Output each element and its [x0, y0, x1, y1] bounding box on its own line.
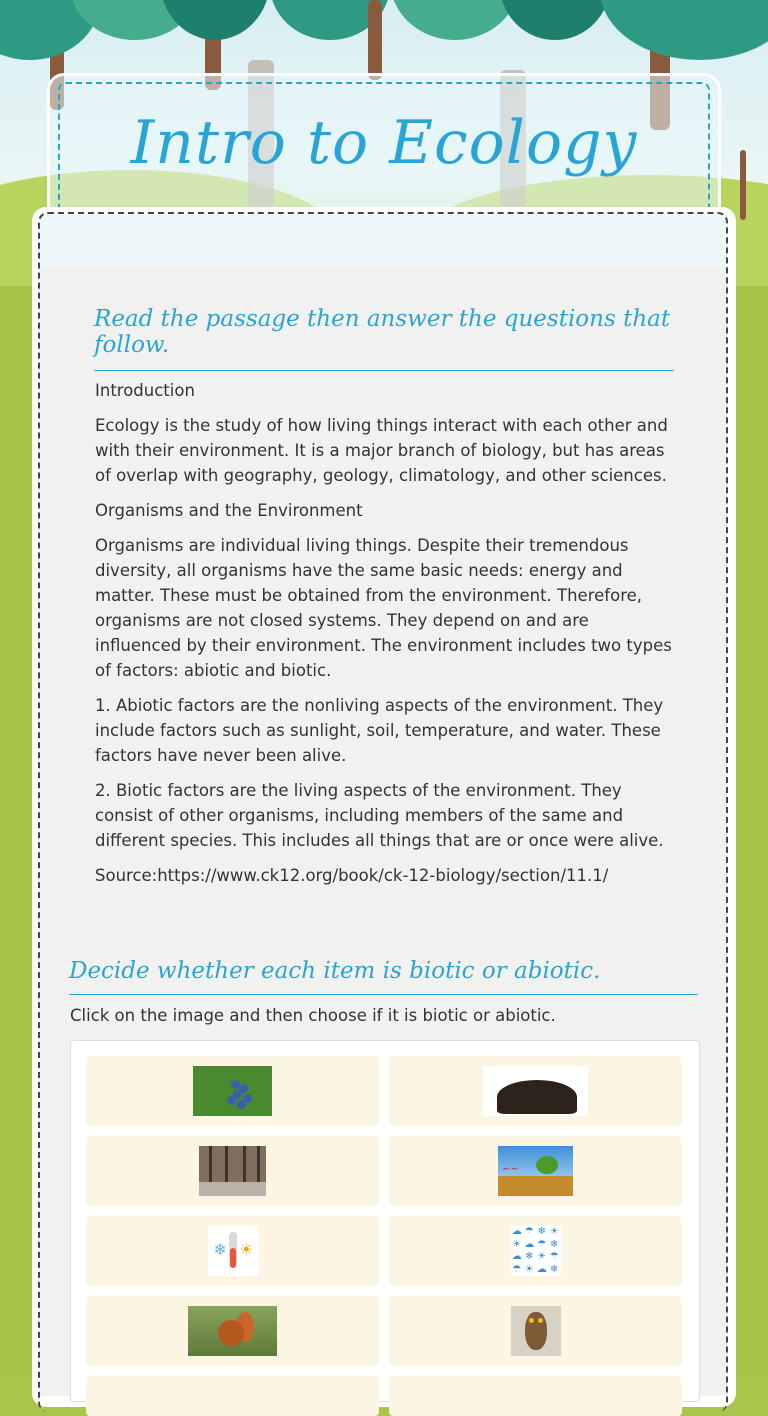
- weather-icons-image: ☁ ☂ ❄ ☀ ☀ ☁ ☂ ❄ ☁ ❄ ☀ ☂ ☂ ☀ ☁ ❄: [511, 1226, 559, 1275]
- item-tile-weather[interactable]: [389, 1216, 682, 1286]
- item-tile-wind[interactable]: [389, 1136, 682, 1206]
- page-title: Intro to Ecology: [130, 108, 638, 178]
- soil-image: [483, 1066, 588, 1116]
- squirrel-image: [188, 1306, 277, 1356]
- thermometer-image: ❄ ☀: [208, 1226, 258, 1276]
- passage-paragraph: Introduction: [95, 381, 195, 400]
- forest-floor-image: [199, 1146, 266, 1196]
- question1-prompt: Read the passage then answer the questions that follow.: [94, 306, 674, 371]
- item-tile-squirrel[interactable]: [86, 1296, 379, 1366]
- question2-prompt: Decide whether each item is biotic or abiotic.: [69, 958, 698, 995]
- owl-image: [511, 1306, 561, 1356]
- passage-paragraph: Organisms are individual living things. Despite their tremendous diversity, all organisms have the same basic needs: energy and matter. These must be obtained from the environment. Therefore, organisms are not closed systems. They depend on and are influenced by their environment. The environment includes two types of factors: abiotic and biotic.: [95, 536, 672, 680]
- item-tile-forest-floor[interactable]: [86, 1136, 379, 1206]
- sorting-grid: [70, 1040, 700, 1402]
- passage-paragraph: 1. Abiotic factors are the nonliving aspects of the environment. They include factors such as sunlight, soil, temperature, and water. These factors have never been alive.: [95, 696, 664, 765]
- question2-instruction: Click on the image and then choose if it is biotic or abiotic.: [70, 1006, 556, 1025]
- wind-image: ~~: [498, 1146, 573, 1196]
- passage-paragraph: Organisms and the Environment: [95, 501, 363, 520]
- passage-source: Source:https://www.ck12.org/book/ck-12-biology/section/11.1/: [95, 866, 609, 885]
- blueberries-image: [193, 1066, 272, 1116]
- passage-paragraph: Ecology is the study of how living things interact with each other and with their environment. It is a major branch of biology, but has areas of overlap with geography, geology, climatology, and other sciences.: [95, 416, 668, 485]
- item-tile[interactable]: [389, 1376, 682, 1416]
- item-tile-blueberries[interactable]: [86, 1056, 379, 1126]
- passage-paragraph: 2. Biotic factors are the living aspects of the environment. They consist of other organisms, including members of the same and different species. This includes all things that are or once were alive.: [95, 781, 664, 850]
- item-tile-owl[interactable]: [389, 1296, 682, 1366]
- item-tile[interactable]: [86, 1376, 379, 1416]
- reading-passage: [95, 378, 673, 898]
- item-tile-soil[interactable]: [389, 1056, 682, 1126]
- item-tile-temperature[interactable]: [86, 1216, 379, 1286]
